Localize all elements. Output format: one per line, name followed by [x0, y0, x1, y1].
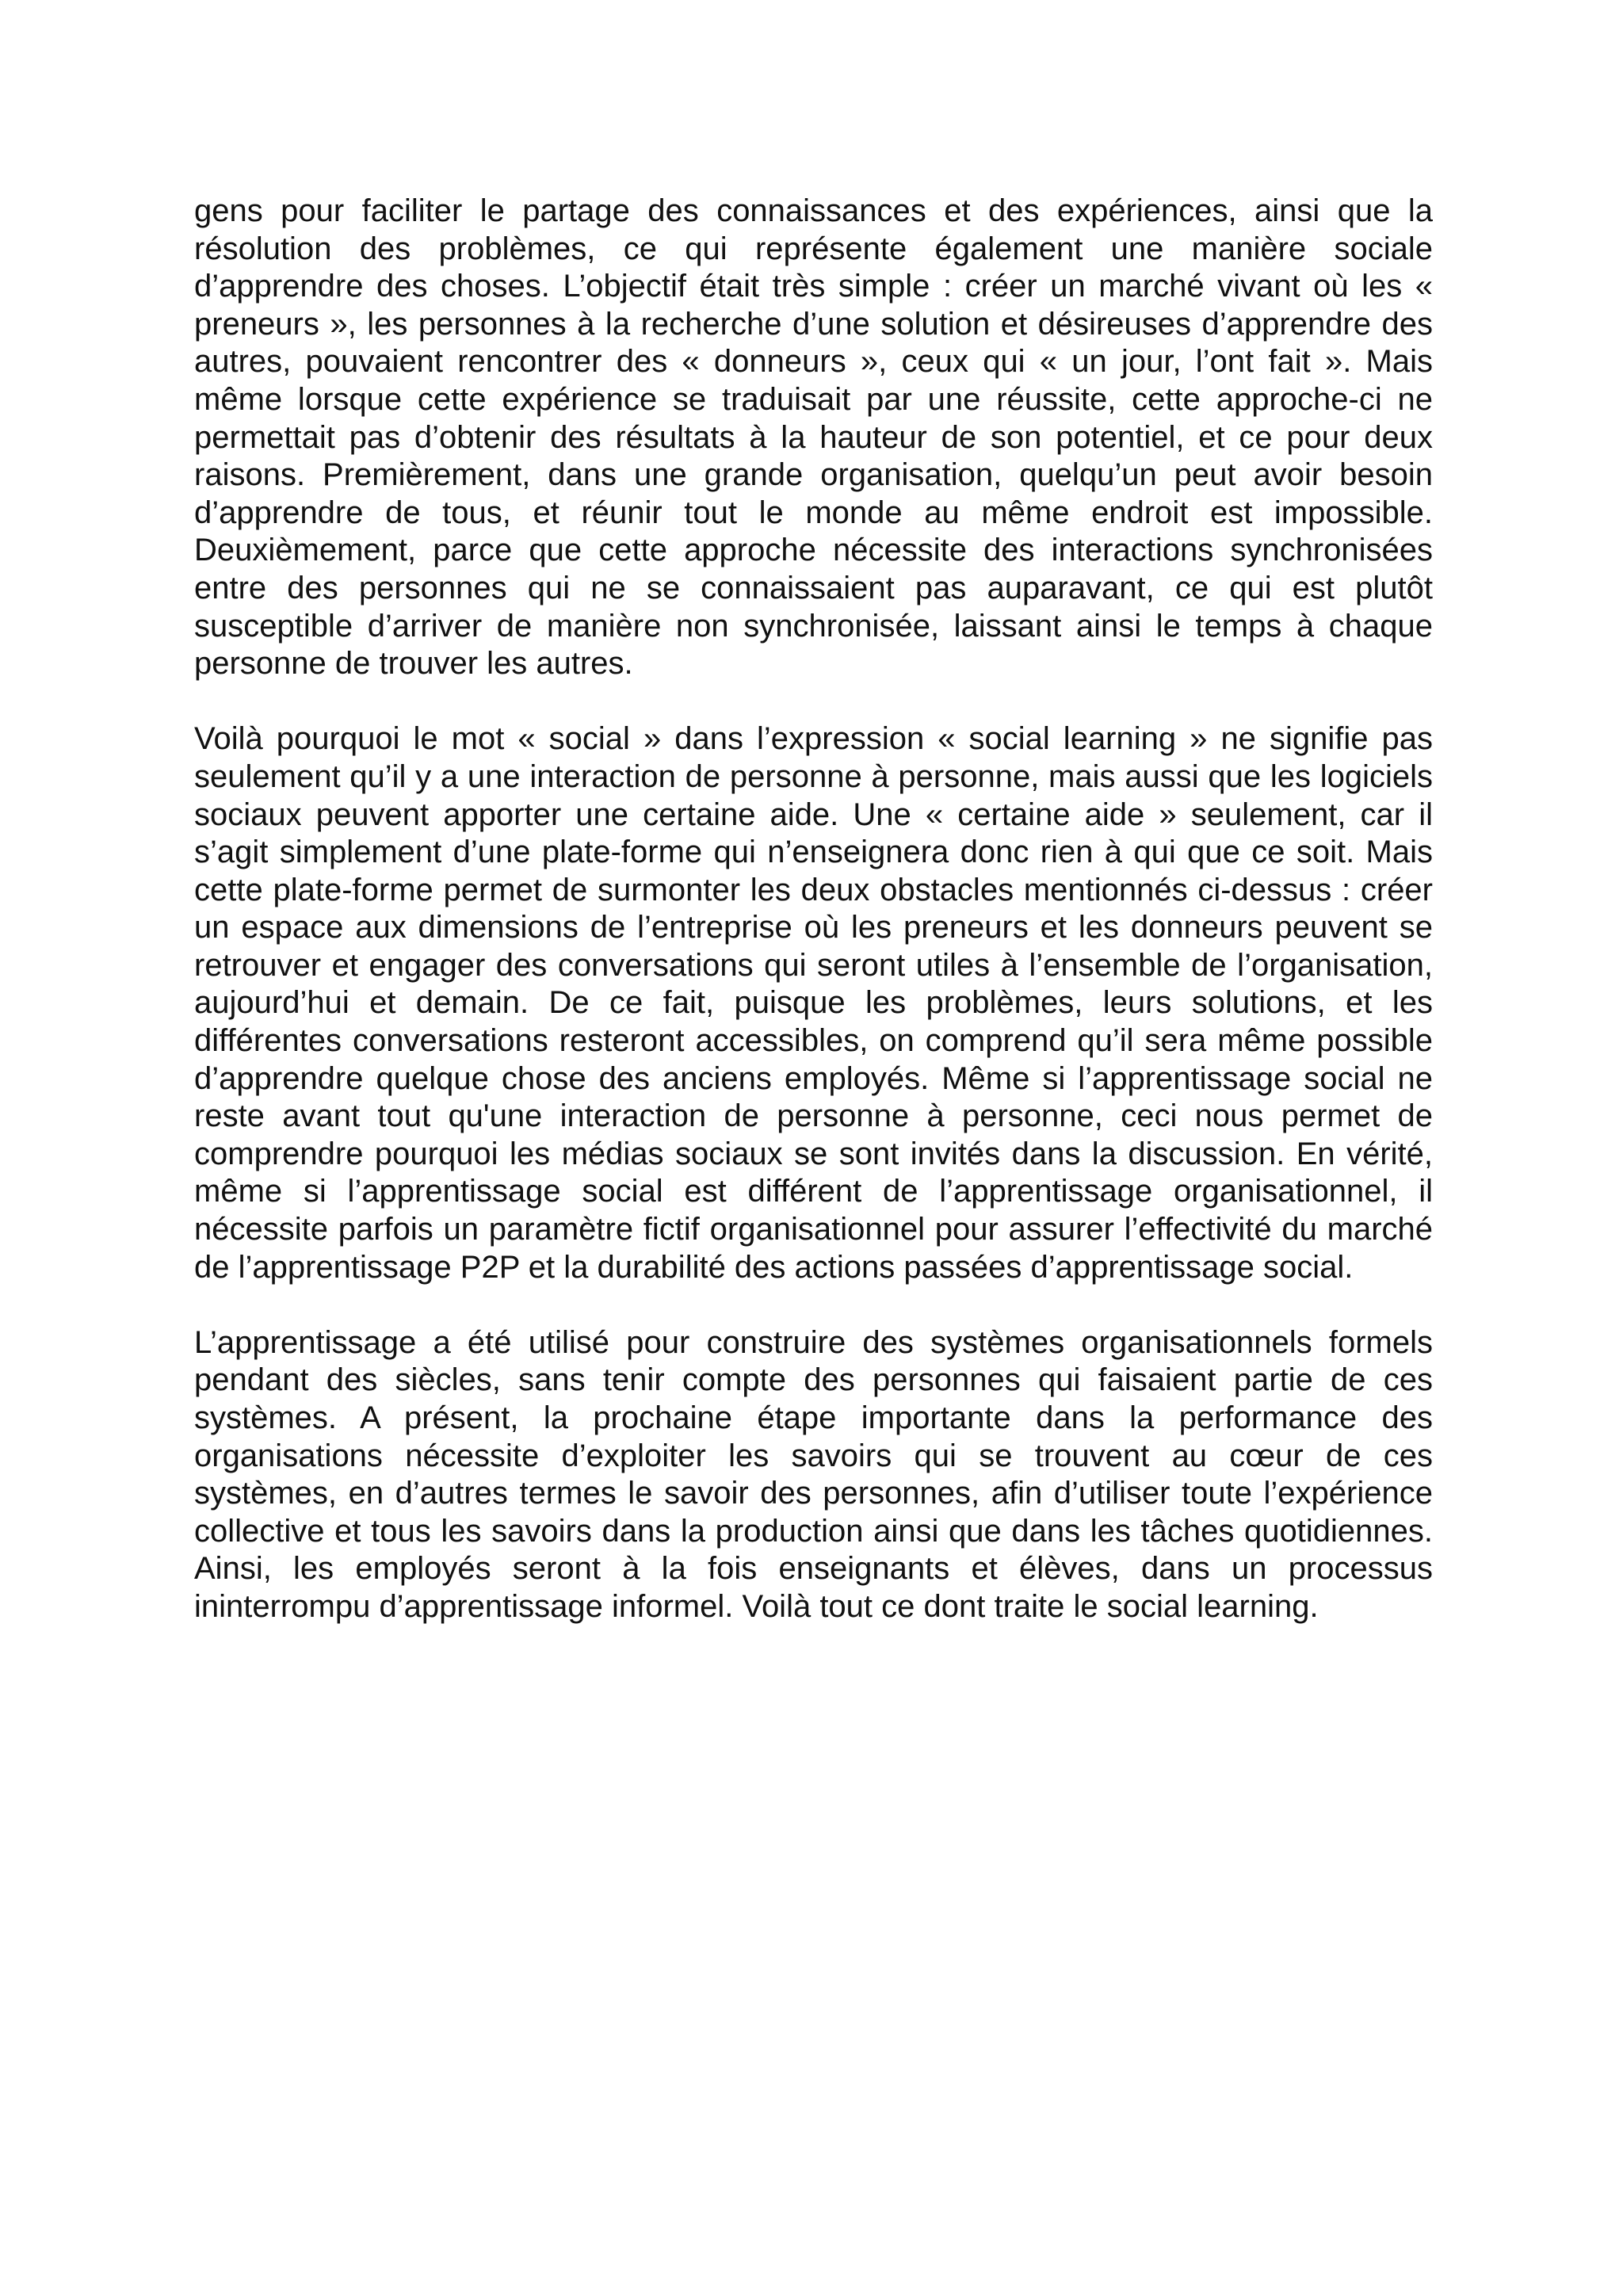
paragraph-3: L’apprentissage a été utilisé pour construire des systèmes organisationnels formels pendant des siècles, sans tenir compte des personnes qui faisaient partie de ces systèmes. A présent, la prochaine étape importante dans la performance des organisations nécessite d’exploiter les savoirs qui se trouvent au cœur de ces systèmes, en d’autres termes le savoir des personnes, afin d’utiliser toute l’expérience collective et tous les savoirs dans la production ainsi que dans les tâches quotidiennes. Ainsi, les employés seront à la fois enseignants et élèves, dans un processus ininterrompu d’apprentissage informel. Voilà tout ce dont traite le social learning.: [194, 1324, 1433, 1624]
paragraph-1: gens pour faciliter le partage des connaissances et des expériences, ainsi que la résolution des problèmes, ce qui représente également une manière sociale d’apprendre des choses. L’objectif était très simple : créer un marché vivant où les « preneurs », les personnes à la recherche d’une solution et désireuses d’apprendre des autres, pouvaient rencontrer des « donneurs », ceux qui « un jour, l’ont fait ». Mais même lorsque cette expérience se traduisait par une réussite, cette approche-ci ne permettait pas d’obtenir des résultats à la hauteur de son potentiel, et ce pour deux raisons. Premièrement, dans une grande organisation, quelqu’un peut avoir besoin d’apprendre de tous, et réunir tout le monde au même endroit est impossible. Deuxièmement, parce que cette approche nécessite des interactions synchronisées entre des personnes qui ne se connaissaient pas auparavant, ce qui est plutôt susceptible d’arriver de manière non synchronisée, laissant ainsi le temps à chaque personne de trouver les autres.: [194, 193, 1433, 682]
document-page: [194, 193, 1433, 1664]
paragraph-2: Voilà pourquoi le mot « social » dans l’expression « social learning » ne signifie pas seulement qu’il y a une interaction de personne à personne, mais aussi que les logiciels sociaux peuvent apporter une certaine aide. Une « certaine aide » seulement, car il s’agit simplement d’une plate-forme qui n’enseignera donc rien à qui que ce soit. Mais cette plate-forme permet de surmonter les deux obstacles mentionnés ci-dessus : créer un espace aux dimensions de l’entreprise où les preneurs et les donneurs peuvent se retrouver et engager des conversations qui seront utiles à l’ensemble de l’organisation, aujourd’hui et demain. De ce fait, puisque les problèmes, leurs solutions, et les différentes conversations resteront accessibles, on comprend qu’il sera même possible d’apprendre quelque chose des anciens employés. Même si l’apprentissage social ne reste avant tout qu'une interaction de personne à personne, ceci nous permet de comprendre pourquoi les médias sociaux se sont invités dans la discussion. En vérité, même si l’apprentissage social est différent de l’apprentissage organisationnel, il nécessite parfois un paramètre fictif organisationnel pour assurer l’effectivité du marché de l’apprentissage P2P et la durabilité des actions passées d’apprentissage social.: [194, 721, 1433, 1285]
